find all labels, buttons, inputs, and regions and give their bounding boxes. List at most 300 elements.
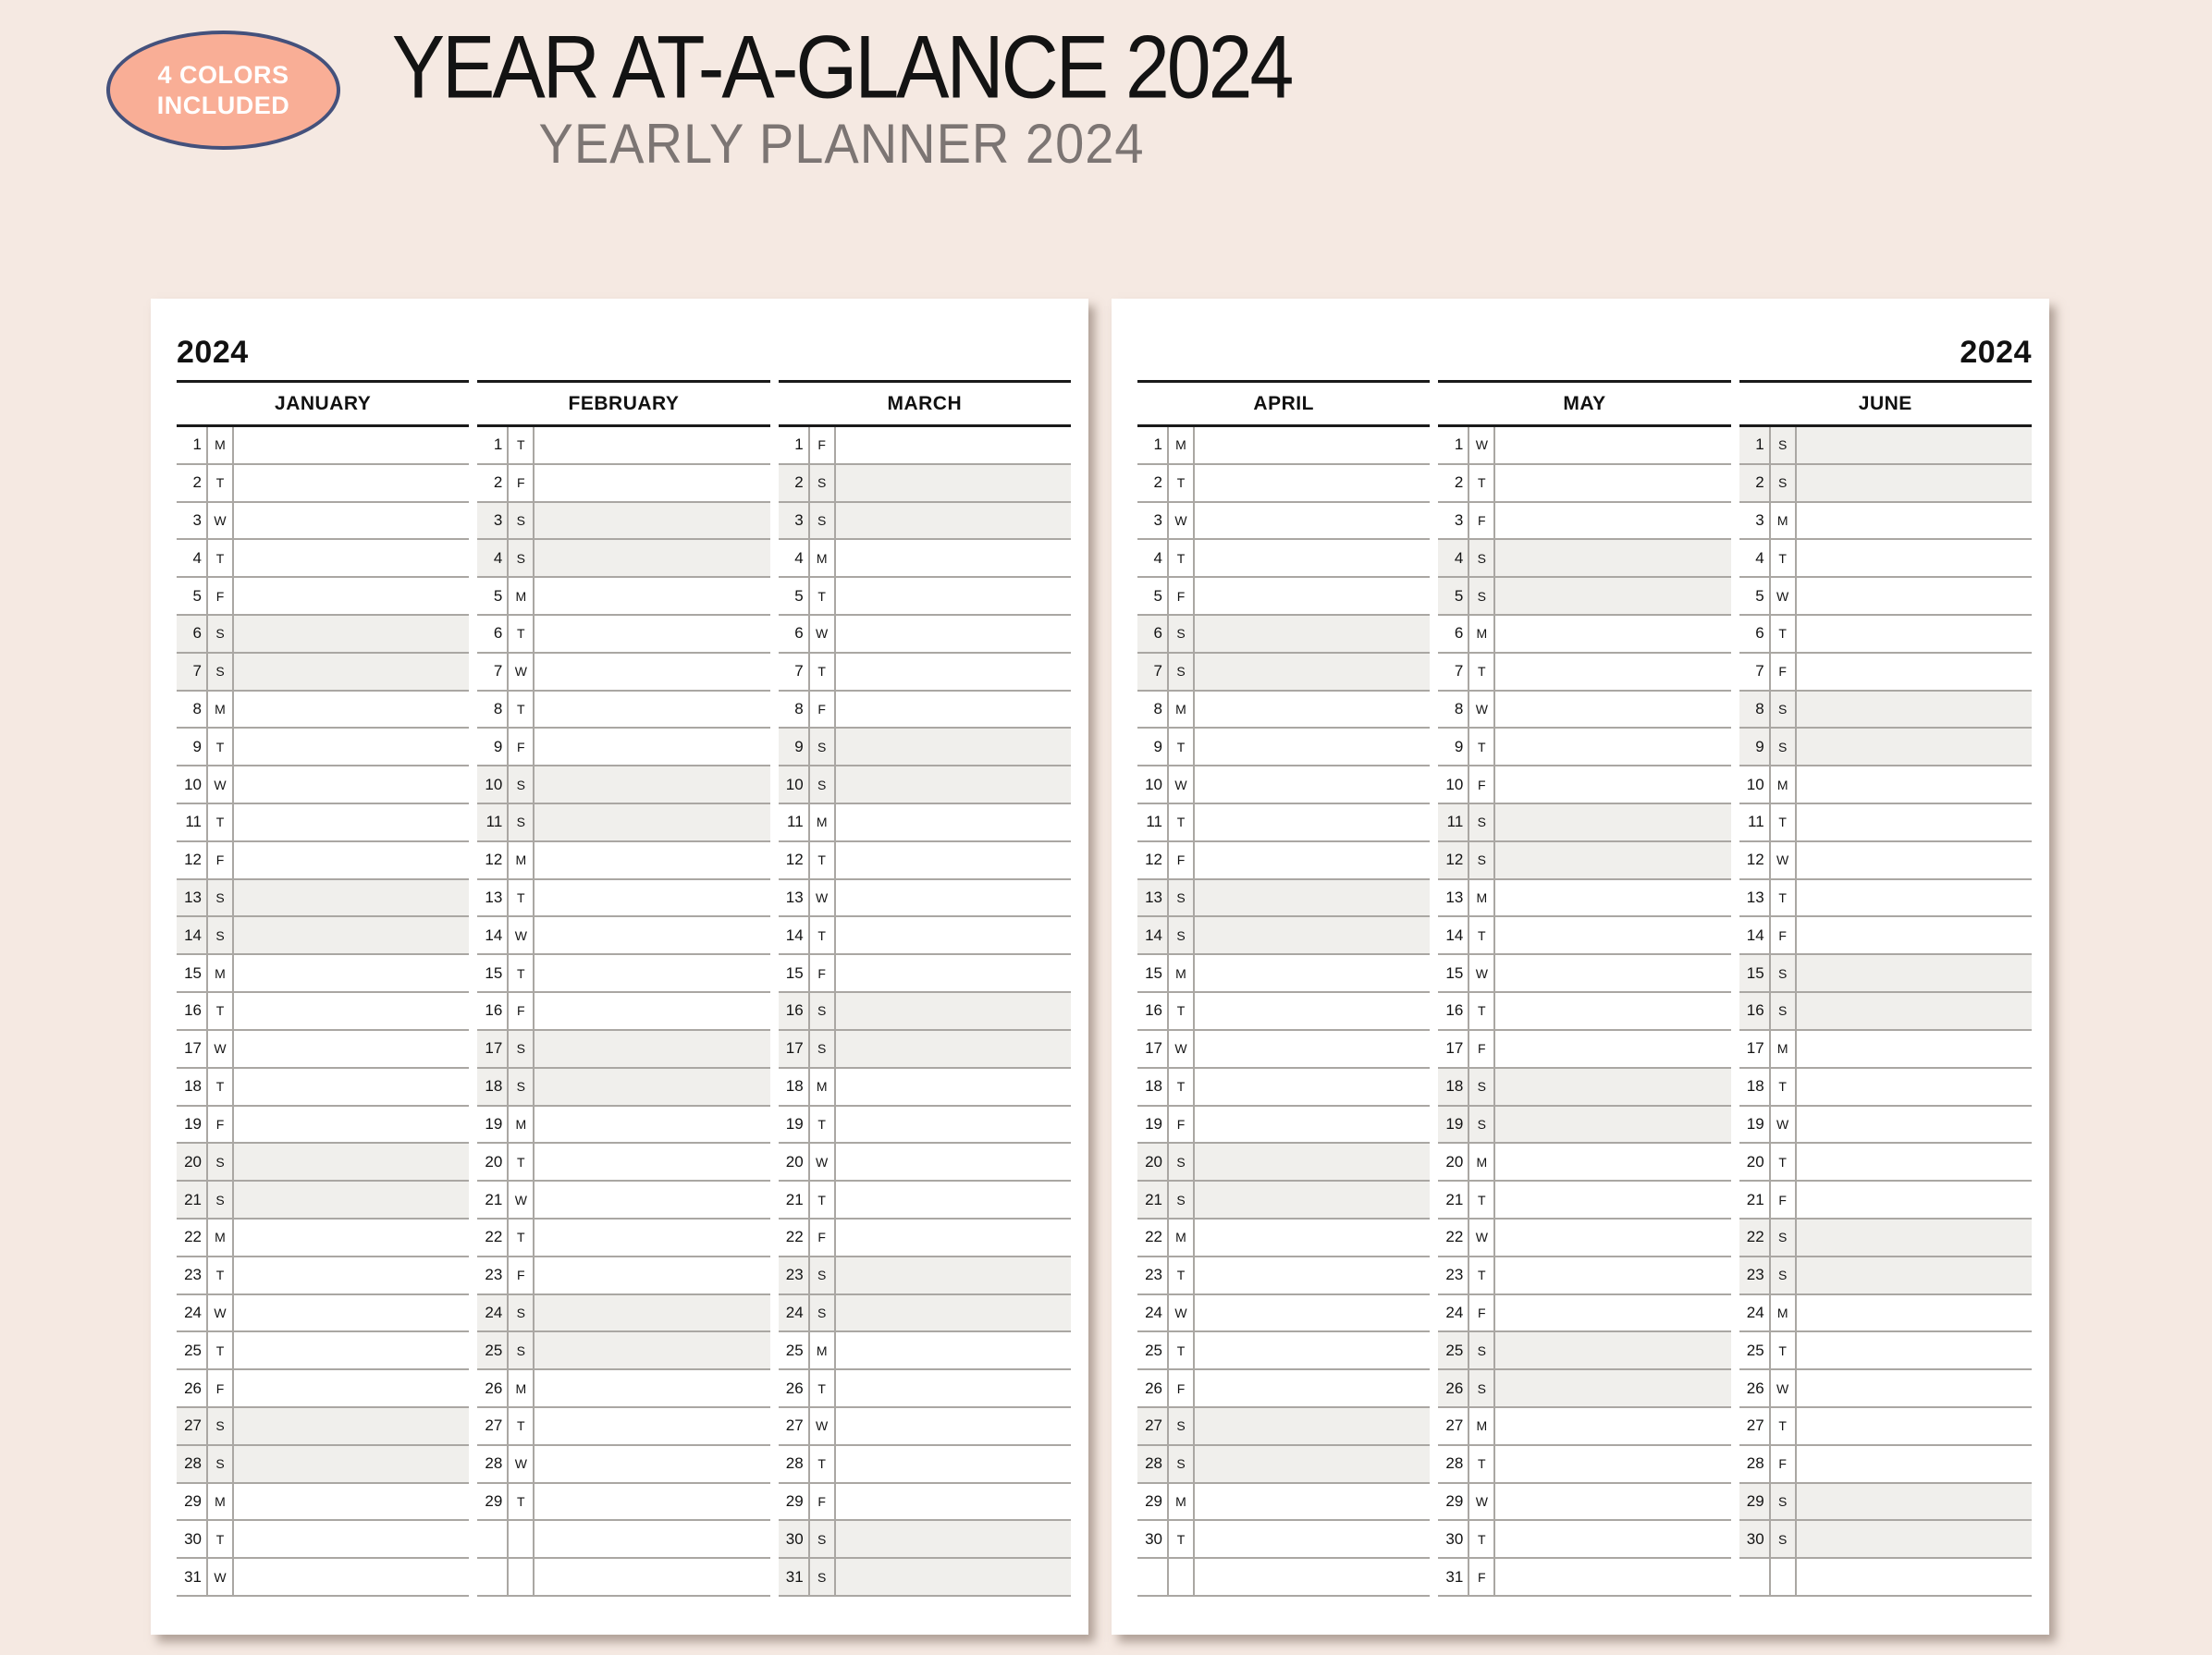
day-number: 15	[779, 955, 810, 991]
day-number: 7	[1438, 654, 1469, 690]
page-title: YEAR AT-A-GLANCE 2024	[391, 18, 1292, 117]
day-row	[477, 1332, 769, 1370]
day-number: 14	[1739, 917, 1771, 953]
day-letter: T	[1169, 1257, 1195, 1293]
day-note-area	[1495, 842, 1730, 878]
day-number: 10	[1739, 766, 1771, 803]
day-note-area	[1195, 540, 1430, 576]
day-row	[1739, 1408, 2032, 1446]
day-note-area	[1495, 1332, 1730, 1368]
day-row	[1137, 880, 1430, 918]
day-letter: F	[1771, 654, 1797, 690]
day-row	[1739, 1069, 2032, 1107]
day-letter: F	[810, 1220, 836, 1256]
day-row	[779, 993, 1071, 1031]
day-number: 6	[177, 616, 208, 652]
day-row	[1438, 955, 1730, 993]
day-note-area	[1495, 465, 1730, 501]
day-letter: W	[810, 616, 836, 652]
day-row	[477, 804, 769, 842]
day-number: 18	[1739, 1069, 1771, 1105]
day-note-area	[535, 1484, 769, 1520]
day-letter: W	[1469, 427, 1495, 463]
day-note-area	[1495, 616, 1730, 652]
day-row	[477, 1031, 769, 1069]
day-note-area	[1195, 842, 1430, 878]
day-note-area	[836, 993, 1071, 1029]
day-note-area	[535, 578, 769, 614]
day-letter: T	[509, 692, 535, 728]
day-number: 5	[1137, 578, 1169, 614]
day-letter: T	[1771, 1144, 1797, 1180]
day-letter: M	[509, 578, 535, 614]
day-row	[177, 654, 469, 692]
day-row	[177, 427, 469, 465]
day-number: 30	[1137, 1521, 1169, 1557]
day-number: 5	[1438, 578, 1469, 614]
day-row	[779, 578, 1071, 616]
day-row	[1739, 1484, 2032, 1522]
day-note-area	[1797, 955, 2032, 991]
day-note-area	[535, 1220, 769, 1256]
day-row	[1438, 503, 1730, 541]
day-letter: S	[509, 1295, 535, 1331]
day-number: 17	[779, 1031, 810, 1067]
day-note-area	[535, 842, 769, 878]
day-number: 16	[1739, 993, 1771, 1029]
day-number: 4	[1137, 540, 1169, 576]
day-row	[177, 1484, 469, 1522]
month-header: APRIL	[1137, 380, 1430, 427]
day-row	[779, 766, 1071, 804]
day-note-area	[234, 654, 469, 690]
day-note-area	[234, 1182, 469, 1218]
day-number: 4	[779, 540, 810, 576]
day-number: 14	[1137, 917, 1169, 953]
day-letter: T	[208, 729, 234, 765]
day-number: 3	[779, 503, 810, 539]
day-letter: F	[1469, 503, 1495, 539]
day-letter: T	[208, 1069, 234, 1105]
day-letter	[1169, 1559, 1195, 1595]
month-column-may	[1438, 380, 1730, 1597]
day-row	[177, 1107, 469, 1145]
day-number: 15	[1739, 955, 1771, 991]
day-row	[779, 1144, 1071, 1182]
day-number: 7	[779, 654, 810, 690]
day-note-area	[1797, 692, 2032, 728]
day-row	[1137, 1408, 1430, 1446]
day-letter: W	[1469, 1220, 1495, 1256]
day-note-area	[234, 804, 469, 840]
day-row	[477, 1220, 769, 1257]
day-note-area	[1797, 1220, 2032, 1256]
day-number: 25	[1739, 1332, 1771, 1368]
day-note-area	[836, 654, 1071, 690]
day-letter: W	[1771, 1370, 1797, 1406]
month-column-april	[1137, 380, 1430, 1597]
day-note-area	[1797, 917, 2032, 953]
day-letter: M	[509, 1370, 535, 1406]
day-row	[1137, 1521, 1430, 1559]
day-number: 10	[779, 766, 810, 803]
day-number: 23	[779, 1257, 810, 1293]
day-number: 8	[779, 692, 810, 728]
day-letter: T	[509, 1220, 535, 1256]
day-number: 27	[177, 1408, 208, 1444]
day-number: 9	[779, 729, 810, 765]
day-note-area	[234, 1332, 469, 1368]
day-number: 6	[1438, 616, 1469, 652]
day-number	[1137, 1559, 1169, 1595]
day-note-area	[234, 766, 469, 803]
day-letter: M	[810, 804, 836, 840]
day-row	[1438, 578, 1730, 616]
day-number: 27	[1739, 1408, 1771, 1444]
day-number: 1	[177, 427, 208, 463]
day-note-area	[535, 993, 769, 1029]
month-rows	[477, 427, 769, 1597]
day-row	[1739, 955, 2032, 993]
day-letter: T	[810, 842, 836, 878]
day-letter: F	[810, 427, 836, 463]
day-letter: S	[509, 1031, 535, 1067]
day-number: 24	[1739, 1295, 1771, 1331]
month-column-january	[177, 380, 469, 1597]
day-row	[779, 1257, 1071, 1295]
day-letter: W	[208, 1031, 234, 1067]
day-note-area	[836, 578, 1071, 614]
day-letter: S	[1771, 1521, 1797, 1557]
day-number: 31	[779, 1559, 810, 1595]
day-row	[779, 1182, 1071, 1220]
day-row	[477, 766, 769, 804]
day-letter: T	[1469, 1182, 1495, 1218]
day-note-area	[836, 729, 1071, 765]
day-letter: W	[509, 917, 535, 953]
day-note-area	[1195, 654, 1430, 690]
day-number: 15	[1137, 955, 1169, 991]
day-number: 23	[477, 1257, 509, 1293]
day-note-area	[234, 1069, 469, 1105]
day-note-area	[1797, 1559, 2032, 1595]
day-row	[1739, 540, 2032, 578]
day-note-area	[234, 616, 469, 652]
planner-page-left	[151, 299, 1088, 1635]
day-number: 22	[1739, 1220, 1771, 1256]
day-number: 13	[1438, 880, 1469, 916]
day-letter: S	[810, 465, 836, 501]
day-row	[177, 1257, 469, 1295]
day-number: 11	[1137, 804, 1169, 840]
day-row	[1438, 1031, 1730, 1069]
day-number: 12	[177, 842, 208, 878]
day-note-area	[1195, 1257, 1430, 1293]
day-row	[477, 578, 769, 616]
day-letter: S	[1771, 955, 1797, 991]
day-number: 9	[1438, 729, 1469, 765]
day-number: 25	[779, 1332, 810, 1368]
day-letter: S	[1469, 540, 1495, 576]
day-letter: T	[1771, 804, 1797, 840]
day-letter: M	[509, 1107, 535, 1143]
day-row	[177, 465, 469, 503]
day-note-area	[1797, 1408, 2032, 1444]
day-letter: T	[1771, 1408, 1797, 1444]
day-row	[477, 465, 769, 503]
day-letter: T	[1469, 654, 1495, 690]
day-number: 5	[1739, 578, 1771, 614]
day-note-area	[1495, 1031, 1730, 1067]
day-number: 19	[1137, 1107, 1169, 1143]
day-row	[177, 1069, 469, 1107]
day-note-area	[1797, 842, 2032, 878]
day-number: 24	[477, 1295, 509, 1331]
day-note-area	[535, 1408, 769, 1444]
day-number: 12	[1739, 842, 1771, 878]
day-number: 20	[1739, 1144, 1771, 1180]
month-header: FEBRUARY	[477, 380, 769, 427]
day-note-area	[1495, 729, 1730, 765]
day-letter: M	[208, 1220, 234, 1256]
day-row	[477, 1144, 769, 1182]
day-letter: S	[1169, 1408, 1195, 1444]
day-letter: T	[1771, 1069, 1797, 1105]
day-number: 13	[779, 880, 810, 916]
day-number: 17	[477, 1031, 509, 1067]
day-letter: T	[1169, 804, 1195, 840]
day-letter: S	[1469, 842, 1495, 878]
day-row	[1438, 1257, 1730, 1295]
day-number: 9	[1739, 729, 1771, 765]
day-row	[1739, 427, 2032, 465]
day-note-area	[1797, 578, 2032, 614]
day-row	[1739, 654, 2032, 692]
day-row	[477, 842, 769, 880]
day-row	[1739, 1295, 2032, 1333]
day-note-area	[1195, 1446, 1430, 1482]
day-row	[177, 1144, 469, 1182]
day-number: 2	[477, 465, 509, 501]
day-row	[1137, 993, 1430, 1031]
day-letter: M	[810, 1069, 836, 1105]
day-note-area	[836, 540, 1071, 576]
day-row	[177, 880, 469, 918]
day-number: 14	[1438, 917, 1469, 953]
day-note-area	[1195, 1521, 1430, 1557]
day-row	[1438, 917, 1730, 955]
day-row	[177, 1446, 469, 1484]
day-note-area	[836, 465, 1071, 501]
day-letter: S	[1169, 616, 1195, 652]
months-row-right	[1137, 380, 2032, 1597]
day-letter: T	[208, 1257, 234, 1293]
day-note-area	[836, 1257, 1071, 1293]
day-letter: T	[1771, 880, 1797, 916]
day-note-area	[1195, 1408, 1430, 1444]
day-number: 14	[477, 917, 509, 953]
day-letter: S	[208, 654, 234, 690]
day-row	[1137, 1144, 1430, 1182]
day-note-area	[1195, 1031, 1430, 1067]
month-header: MARCH	[779, 380, 1071, 427]
day-letter: T	[810, 1107, 836, 1143]
day-letter: T	[1169, 1332, 1195, 1368]
day-number: 26	[177, 1370, 208, 1406]
day-row	[477, 880, 769, 918]
day-note-area	[234, 1031, 469, 1067]
day-note-area	[1195, 766, 1430, 803]
day-letter: S	[810, 503, 836, 539]
day-letter: S	[810, 1521, 836, 1557]
day-note-area	[1797, 804, 2032, 840]
day-note-area	[1195, 804, 1430, 840]
day-letter: T	[509, 955, 535, 991]
colors-included-badge	[106, 31, 340, 150]
day-letter: S	[1771, 1220, 1797, 1256]
day-row	[1137, 692, 1430, 729]
planner-page-right	[1112, 299, 2049, 1635]
day-note-area	[836, 955, 1071, 991]
day-letter	[509, 1559, 535, 1595]
day-number: 26	[477, 1370, 509, 1406]
day-row	[779, 465, 1071, 503]
day-letter: W	[1771, 578, 1797, 614]
day-letter: T	[1169, 540, 1195, 576]
day-row	[779, 1521, 1071, 1559]
day-number: 16	[779, 993, 810, 1029]
day-row	[1739, 692, 2032, 729]
day-row	[1137, 503, 1430, 541]
day-row	[1137, 578, 1430, 616]
day-note-area	[1495, 1408, 1730, 1444]
day-note-area	[1797, 993, 2032, 1029]
month-rows	[1137, 427, 1430, 1597]
day-row	[477, 993, 769, 1031]
day-letter: W	[1771, 1107, 1797, 1143]
day-note-area	[535, 1069, 769, 1105]
day-letter: S	[1169, 1144, 1195, 1180]
day-number: 3	[1137, 503, 1169, 539]
day-note-area	[1797, 1370, 2032, 1406]
day-note-area	[1797, 1069, 2032, 1105]
day-letter: M	[509, 842, 535, 878]
day-number: 14	[779, 917, 810, 953]
month-rows	[177, 427, 469, 1597]
day-row	[177, 766, 469, 804]
day-row	[1739, 578, 2032, 616]
day-letter: S	[208, 1446, 234, 1482]
day-row	[177, 993, 469, 1031]
day-row	[177, 616, 469, 654]
day-note-area	[234, 1484, 469, 1520]
day-number: 21	[477, 1182, 509, 1218]
day-number: 9	[1137, 729, 1169, 765]
day-letter: T	[1469, 1257, 1495, 1293]
day-note-area	[535, 1521, 769, 1557]
day-number: 20	[177, 1144, 208, 1180]
day-number: 20	[1438, 1144, 1469, 1180]
day-note-area	[234, 578, 469, 614]
day-letter: M	[208, 692, 234, 728]
day-row	[477, 1182, 769, 1220]
day-row	[1438, 1295, 1730, 1333]
day-row	[1438, 427, 1730, 465]
day-note-area	[1495, 1182, 1730, 1218]
day-note-area	[535, 1332, 769, 1368]
day-row	[779, 917, 1071, 955]
day-number: 20	[477, 1144, 509, 1180]
day-note-area	[234, 427, 469, 463]
day-note-area	[1495, 1220, 1730, 1256]
day-row	[1137, 955, 1430, 993]
day-row	[477, 1370, 769, 1408]
day-note-area	[1797, 1446, 2032, 1482]
day-row	[779, 1069, 1071, 1107]
day-number: 21	[1137, 1182, 1169, 1218]
day-letter: T	[509, 1484, 535, 1520]
day-letter: S	[509, 804, 535, 840]
day-letter: T	[208, 1332, 234, 1368]
day-note-area	[234, 540, 469, 576]
day-letter: T	[1169, 465, 1195, 501]
day-number: 11	[779, 804, 810, 840]
day-note-area	[234, 880, 469, 916]
day-number: 29	[779, 1484, 810, 1520]
day-note-area	[836, 1332, 1071, 1368]
month-header: JANUARY	[177, 380, 469, 427]
day-note-area	[836, 917, 1071, 953]
day-note-area	[535, 1144, 769, 1180]
day-note-area	[836, 1144, 1071, 1180]
day-number: 28	[1438, 1446, 1469, 1482]
day-note-area	[535, 766, 769, 803]
day-letter: T	[509, 1144, 535, 1180]
day-row	[1137, 1332, 1430, 1370]
day-row	[177, 1031, 469, 1069]
day-row	[177, 917, 469, 955]
day-letter: S	[1771, 465, 1797, 501]
day-row	[779, 1408, 1071, 1446]
day-letter: S	[810, 1257, 836, 1293]
day-letter: F	[1771, 1182, 1797, 1218]
day-row	[1137, 1107, 1430, 1145]
day-row	[1137, 616, 1430, 654]
day-note-area	[234, 1144, 469, 1180]
day-number: 28	[177, 1446, 208, 1482]
day-row	[477, 692, 769, 729]
day-row	[177, 955, 469, 993]
day-row	[177, 729, 469, 766]
day-letter: M	[1771, 1295, 1797, 1331]
day-note-area	[1797, 503, 2032, 539]
day-row	[177, 692, 469, 729]
day-note-area	[535, 804, 769, 840]
day-letter: M	[1469, 880, 1495, 916]
day-letter: W	[1169, 1031, 1195, 1067]
day-number: 18	[779, 1069, 810, 1105]
day-number: 12	[1137, 842, 1169, 878]
day-letter: S	[1469, 578, 1495, 614]
day-row	[1739, 1031, 2032, 1069]
day-note-area	[1195, 1069, 1430, 1105]
day-row	[177, 1220, 469, 1257]
day-note-area	[535, 1031, 769, 1067]
day-letter: S	[208, 1144, 234, 1180]
day-row	[1438, 729, 1730, 766]
day-row	[1137, 1446, 1430, 1484]
day-number: 12	[1438, 842, 1469, 878]
